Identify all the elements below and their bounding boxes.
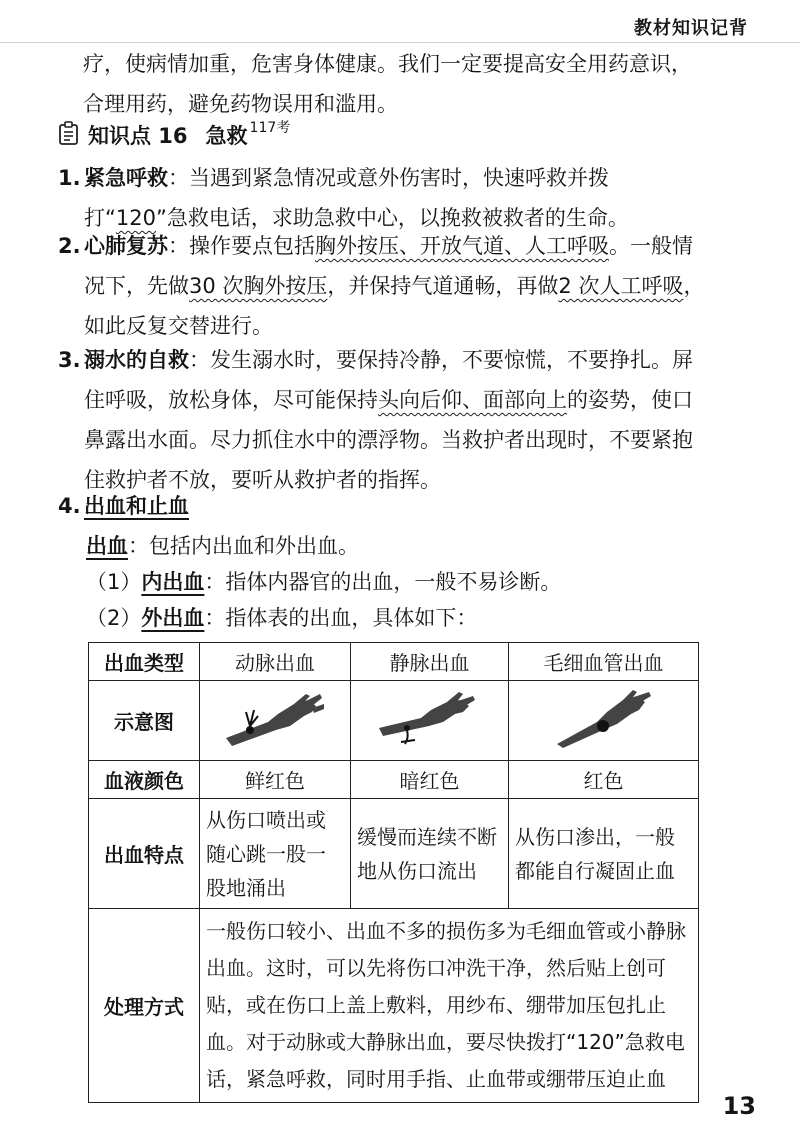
item-text: 的姿势，使口鼻露出水面。尽力抓住水中的漂浮物。当救护者出现时，不要紧抱住救护者不放，要听从救护者的指挥。: [84, 388, 693, 492]
table-cell: 红色: [509, 761, 699, 799]
treatment-cell: 一般伤口较小、出血不多的损伤多为毛细血管或小静脉出血。这时，可以先将伤口冲洗干净，然后贴上创可贴，或在伤口上盖上敷料，用纱布、绷带加压包扎止血。对于动脉或大静脉出血，要尽快拨打“120”急救电话，紧急呼救，同时用手指、止血带或绷带压迫止血: [200, 909, 699, 1103]
bleeding-table: [88, 642, 699, 1103]
header-rule: [0, 42, 800, 43]
section-number: 知识点 16: [88, 124, 188, 148]
section-title: 急救: [205, 124, 248, 148]
table-row: [89, 681, 699, 761]
column-header: 动脉出血: [200, 643, 351, 681]
table-cell: 暗红色: [351, 761, 509, 799]
table-cell: 缓慢而连续不断地从伤口流出: [351, 799, 509, 909]
item-number: 3.: [58, 348, 81, 372]
item-text: ：发生溺水时，要保持冷静，不要惊慌，不要挣扎。屏住呼吸，放松身体，尽可能保持: [84, 348, 693, 412]
item-number: 4.: [58, 494, 81, 518]
row-header: 处理方式: [89, 909, 200, 1103]
diagram-cell: [200, 681, 351, 761]
highlight-text: 头向后仰、面部向上: [378, 388, 567, 412]
table-row: [89, 761, 699, 799]
column-header: 毛细血管出血: [509, 643, 699, 681]
term: 外出血: [141, 606, 205, 630]
row-header: 出血类型: [89, 643, 200, 681]
item-text: ：操作要点包括: [168, 234, 315, 258]
diagram-cell: [351, 681, 509, 761]
item-number: 1.: [58, 166, 81, 190]
internal-bleeding: [86, 562, 561, 602]
bleeding-intro: [86, 526, 359, 566]
notebook-icon: [58, 121, 80, 150]
item-term: 心肺复苏: [84, 234, 168, 258]
list-item-bleeding: [58, 486, 708, 526]
table-cell: 从伤口喷出或随心跳一股一股地涌出: [200, 799, 351, 909]
section-exam-count: 117考: [249, 120, 291, 136]
term: 内出血: [141, 570, 205, 594]
item-term: 溺水的自救: [84, 348, 189, 372]
item-term: 紧急呼救: [84, 166, 168, 190]
highlight-120: 120: [115, 206, 156, 230]
row-header: 血液颜色: [89, 761, 200, 799]
external-bleeding: [86, 598, 477, 638]
table-row: [89, 799, 699, 909]
prefix: （2）: [86, 606, 142, 630]
item-text: 。一般情况下，先做: [84, 234, 693, 298]
capillary-bleeding-hand-icon: [549, 688, 659, 748]
row-header: 示意图: [89, 681, 200, 761]
highlight-text: 30 次胸外按压: [189, 274, 328, 298]
item-text: ”急救电话，求助急救中心，以挽救被救者的生命。: [155, 206, 629, 230]
highlight-text: 胸外按压、开放气道、人工呼吸: [315, 234, 609, 258]
intro-paragraph: 疗，使病情加重，危害身体健康。我们一定要提高安全用药意识，合理用药，避免药物误用和滥用。: [83, 52, 692, 116]
diagram-cell: [509, 681, 699, 761]
term: 出血: [86, 534, 128, 558]
table-row: [89, 909, 699, 1103]
arterial-bleeding-hand-icon: [220, 688, 330, 748]
venous-bleeding-hand-icon: [375, 688, 485, 748]
item-text: ，如此反复交替进行。: [84, 274, 705, 338]
column-header: 静脉出血: [351, 643, 509, 681]
table-cell: 从伤口渗出，一般都能自行凝固止血: [509, 799, 699, 909]
list-item-drowning: [58, 340, 708, 500]
table-cell: 鲜红色: [200, 761, 351, 799]
text: ：指体表的出血，具体如下：: [204, 606, 478, 630]
item-term: 出血和止血: [84, 494, 189, 518]
page-number: 13: [722, 1092, 756, 1120]
text: ：指体内器官的出血，一般不易诊断。: [204, 570, 562, 594]
running-header: 教材知识记背: [634, 18, 748, 39]
prefix: （1）: [86, 570, 142, 594]
item-number: 2.: [58, 234, 81, 258]
item-text: ：当遇到紧急情况或意外伤害时，快速呼救并拨打“: [84, 166, 609, 230]
table-row: [89, 643, 699, 681]
section-heading: [58, 120, 290, 150]
item-text: ，并保持气道通畅，再做: [327, 274, 559, 298]
row-header: 出血特点: [89, 799, 200, 909]
text: ：包括内出血和外出血。: [128, 534, 359, 558]
highlight-text: 2 次人工呼吸: [558, 274, 684, 298]
list-item-cpr: [58, 226, 708, 346]
